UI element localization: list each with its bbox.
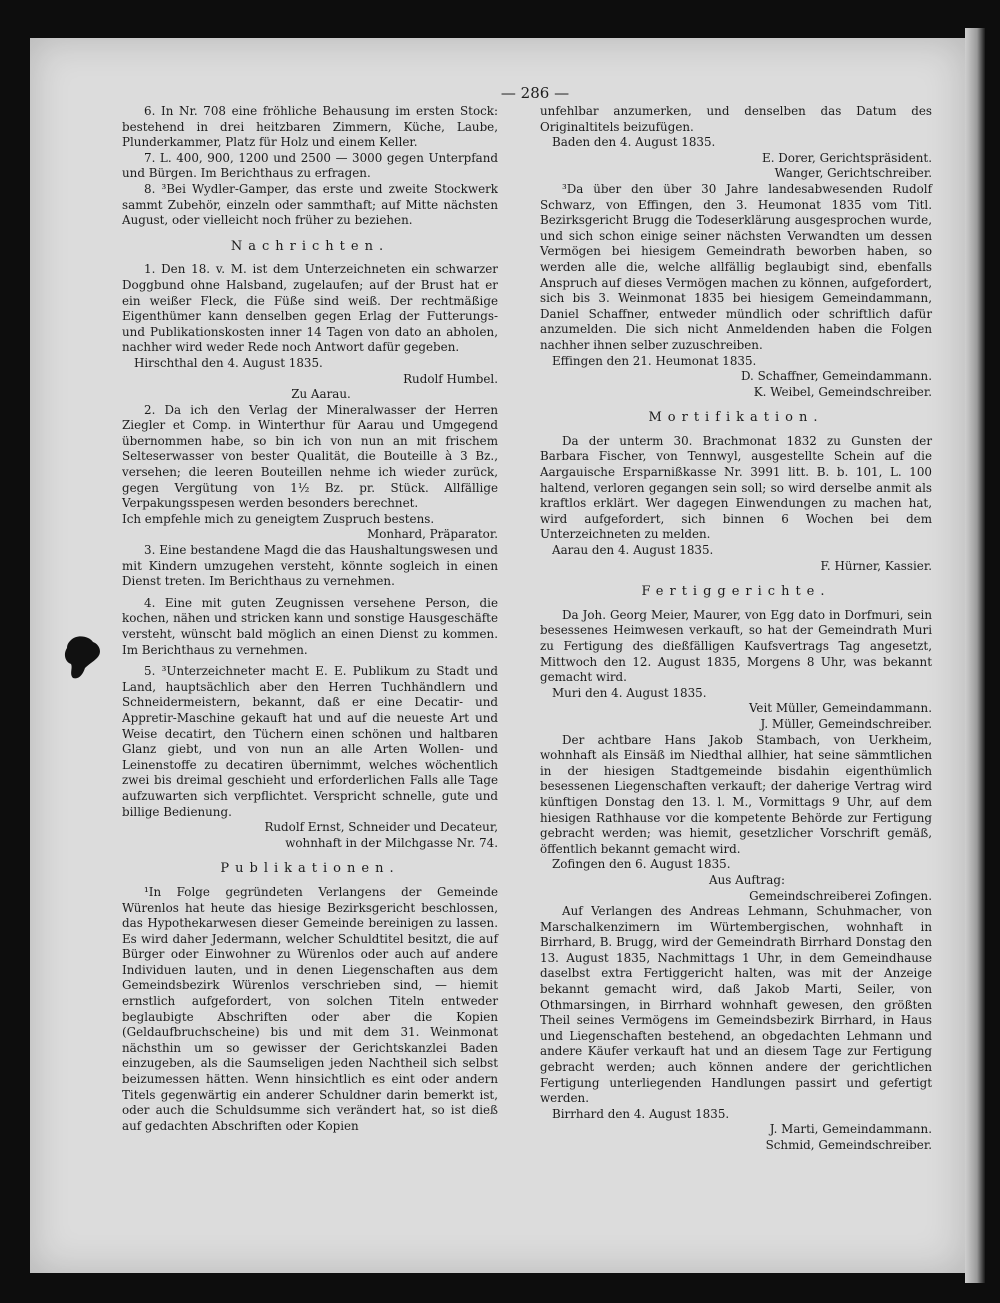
- ink-blot: [63, 634, 103, 682]
- publication-signature: D. Schaffner, Gemeindammann.: [740, 369, 932, 384]
- publication-text: ³Da über den über 30 Jahre landesabwesenden Rudolf Schwarz, von Effingen, den 3. Heumonat 1835 vom Titl. Bezirksgericht Brugg die Todeserklärung ausgesprochen wurde, und sich schon einige seiner nächsten Verwandten um dessen Vermögen bei hiesigem Gemeindrath beworben haben, so werden alle die, welche allfällig beglaubigt sind, ebenfalls Anspruch auf dieses Vermögen machen zu können, aufgefordert, sich bis 3. Weinmonat 1835 bei hiesigem Gemeindammann, Daniel Schaffner, entweder mündlich oder schriftlich dafür anzumelden. Die sich nicht Anmeldenden haben die Folgen nachher ihnen selber zuzuschreiben.: [540, 181, 932, 352]
- ad-item: 6. In Nr. 708 eine fröhliche Behausung im ersten Stock: bestehend in drei heitzbaren Zimmern, Küche, Laube, Plunderkammer, Platz für Holz und einem Keller.: [122, 104, 498, 150]
- fertiggericht-place: Muri den 4. August 1835.: [552, 685, 707, 700]
- fertiggericht-signature: Schmid, Gemeindschreiber.: [765, 1138, 932, 1152]
- publication-signature: E. Dorer, Gerichtspräsident.: [762, 150, 932, 165]
- fertiggericht-signature: J. Müller, Gemeindschreiber.: [760, 716, 932, 731]
- notice-place: Hirschthal den 4. August 1835.: [134, 355, 323, 370]
- mortification-place: Aarau den 4. August 1835.: [552, 543, 714, 558]
- notice-text: 5. ³Unterzeichneter macht E. E. Publikum zu Stadt und Land, hauptsächlich aber den Herren Tuchhändlern und Schneidermeistern, bekannt, daß er eine Decatir- und Appretir-Maschine gekauft hat und auf die neueste Art und Weise decatirt, den Tüchern einen schönen und haltbaren Glanz giebt, und von nun an alle Arten Wollen- und Leinenstoffe zu decatiren übernimmt, welches wöchentlich zwei bis dreimal geschieht und erforderlichen Falls alle Tage aufzuwarten sich verpflichtet. Verspricht schnelle, gute und billige Bedienung.: [122, 664, 498, 819]
- ad-item: 8. ³Bei Wydler-Gamper, das erste und zweite Stockwerk sammt Zubehör, einzeln oder sammthaft; auf Mitte nächsten August, oder vielleicht noch früher zu beziehen.: [122, 181, 498, 228]
- fertiggericht-signature: Aus Auftrag:: [709, 872, 785, 887]
- notice-signature: Rudolf Humbel.: [403, 371, 498, 386]
- publication-place: Effingen den 21. Heumonat 1835.: [552, 353, 757, 368]
- notice-recommend: Ich empfehle mich zu geneigtem Zuspruch bestens.: [122, 511, 435, 526]
- notice-text: 4. Eine mit guten Zeugnissen versehene Person, die kochen, nähen und stricken kann und sonstige Hausgeschäfte versteht, wünscht bald möglich an einen Dienst zu kommen. Im Berichthaus zu vernehmen.: [122, 595, 498, 657]
- fertiggericht-signature: J. Marti, Gemeindammann.: [769, 1122, 932, 1137]
- notice-place-heading: Zu Aarau.: [291, 387, 351, 402]
- page-number: — 286 —: [500, 84, 570, 102]
- publication-text: ¹In Folge gegründeten Verlangens der Gemeinde Würenlos hat heute das hiesige Bezirksgericht beschlossen, das Hypothekarwesen dieser Gemeinde bereinigen zu lassen. Es wird daher Jedermann, welcher Schuldtitel besitzt, die auf Bürger oder Einwohner zu Würenlos oder auch auf andere Individuen lauten, und in denen Liegenschaften aus dem Gemeindsbezirk Würenlos verschrieben sind, — hiemit ernstlich aufgefordert, von solchen Titeln entweder beglaubigte Abschriften oder aber die Kopien (Geldaufbruchscheine) bis und mit dem 31. Weinmonat nächsthin um so gewisser der Gerichtskanzlei Baden einzugeben, als die Saumseligen jeden Nachtheil sich selbst beizumessen hätten. Wenn hinsichtlich es eint oder andern Titels gegenwärtig ein anderer Schuldner darin bemerkt ist, oder auch die Schuldsumme sich verändert hat, so ist dieß auf gedachten Abschriften oder Kopien: [122, 884, 498, 1133]
- fertiggericht-signature: Veit Müller, Gemeindammann.: [748, 701, 932, 716]
- fertiggericht-signature: Gemeindschreiberei Zofingen.: [749, 888, 932, 903]
- notice-signature: Rudolf Ernst, Schneider und Decateur,: [264, 820, 498, 835]
- mortification-signature: F. Hürner, Kassier.: [820, 558, 932, 573]
- publication-text: unfehlbar anzumerken, und denselben das Datum des Originaltitels beizufügen.: [540, 104, 932, 134]
- left-column: [122, 104, 498, 1134]
- publication-signature: Wanger, Gerichtschreiber.: [774, 166, 932, 181]
- fertiggericht-place: Birrhard den 4. August 1835.: [552, 1106, 730, 1121]
- section-heading-publikationen: Publikationen.: [220, 861, 400, 877]
- notice-text: 3. Eine bestandene Magd die das Haushaltungswesen und mit Kindern umzugehen versteht, könnte sogleich in einen Dienst treten. Im Berichthaus zu vernehmen.: [122, 543, 498, 589]
- notice-text: 1. Den 18. v. M. ist dem Unterzeichneten ein schwarzer Doggbund ohne Halsband, zugelaufen; auf der Brust hat er ein weißer Fleck, die Füße sind weiß. Der rechtmäßige Eigenthümer kann denselben gegen Erlag der Futterungs- und Publikationskosten inner 14 Tagen von dato an abholen, nachher wird weder Rede noch Antwort dafür gegeben.: [122, 262, 498, 355]
- fertiggericht-text: Da Joh. Georg Meier, Maurer, von Egg dato in Dorfmuri, sein besessenes Heimwesen verkauft, so hat der Gemeindrath Muri zu Fertigung des dießfälligen Kaufsvertrags Tag angesetzt, Mittwoch den 12. August 1835, Morgens 8 Uhr, was bekannt gemacht wird.: [540, 607, 932, 685]
- right-column: [540, 104, 932, 1154]
- section-heading-nachrichten: Nachrichten.: [230, 238, 390, 254]
- page-edge: [965, 28, 985, 1283]
- publication-place: Baden den 4. August 1835.: [552, 135, 716, 150]
- notice-text: 2. Da ich den Verlag der Mineralwasser der Herren Ziegler et Comp. in Winterthur für Aarau und Umgegend übernommen habe, so bin ich von nun an mit frischem Selteserwasser von bester Qualität, die Bouteille à 3 Bz., versehen; die leeren Bouteillen nehme ich wieder zurück, gegen Vergütung von 1½ Bz. pr. Stück. Allfällige Verpakungsspesen werden besonders berechnet.: [122, 402, 498, 511]
- mortification-text: Da der unterm 30. Brachmonat 1832 zu Gunsten der Barbara Fischer, von Tennwyl, ausgestellte Schein auf die Aargauische Ersparnißkasse Nr. 3991 litt. B. b. 101, L. 100 haltend, verloren gegangen sein soll; so wird derselbe anmit als kraftlos erklärt. Wer dagegen Einwendungen zu machen hat, wird aufgefordert, sich binnen 6 Wochen bei dem Unterzeichneten zu melden.: [540, 433, 932, 542]
- ad-item: 7. L. 400, 900, 1200 und 2500 — 3000 gegen Unterpfand und Bürgen. Im Berichthaus zu erfragen.: [122, 150, 498, 181]
- fertiggericht-place: Zofingen den 6. August 1835.: [552, 857, 731, 872]
- fertiggericht-text: Auf Verlangen des Andreas Lehmann, Schuhmacher, von Marschalkenzimern im Würtembergischen, wohnhaft in Birrhard, B. Brugg, wird der Gemeindrath Birrhard Donstag den 13. August 1835, Nachmittags 1 Uhr, in dem Gemeindhause daselbst extra Fertiggericht halten, was mit der Anzeige bekannt gemacht wird, daß Jakob Marti, Seiler, von Othmarsingen, in Birrhard wohnhaft gewesen, den größten Theil seines Vermögens im Gemeindsbezirk Birrhard, in Haus und Liegenschaften bestehend, an obgedachten Lehmann und andere Käufer verkauft hat und an diesem Tage zur Fertigung gebracht werden; auch können andere der gerichtlichen Fertigung unterliegenden Handlungen passirt und gefertigt werden.: [540, 904, 932, 1106]
- section-heading-mortifikation: Mortifikation.: [648, 410, 824, 426]
- fertiggericht-text: Der achtbare Hans Jakob Stambach, von Uerkheim, wohnhaft als Einsäß im Niedthal allhier, hat seine sämmtlichen in der hiesigen Stadtgemeinde bisdahin eigenthümlich besessenen Liegenschaften verkauft; der daherige Vertrag wird künftigen Donstag den 13. l. M., Vormittags 9 Uhr, auf dem hiesigen Rathhause vor die kompetente Behörde zur Fertigung gebracht werden; was hiemit, gesetzlicher Vorschrift gemäß, öffentlich bekannt gemacht wird.: [540, 732, 932, 856]
- notice-signature: wohnhaft in der Milchgasse Nr. 74.: [285, 835, 498, 850]
- section-heading-fertiggerichte: Fertiggerichte.: [641, 584, 831, 600]
- notice-signature: Monhard, Präparator.: [367, 527, 498, 542]
- publication-signature: K. Weibel, Gemeindschreiber.: [753, 384, 932, 399]
